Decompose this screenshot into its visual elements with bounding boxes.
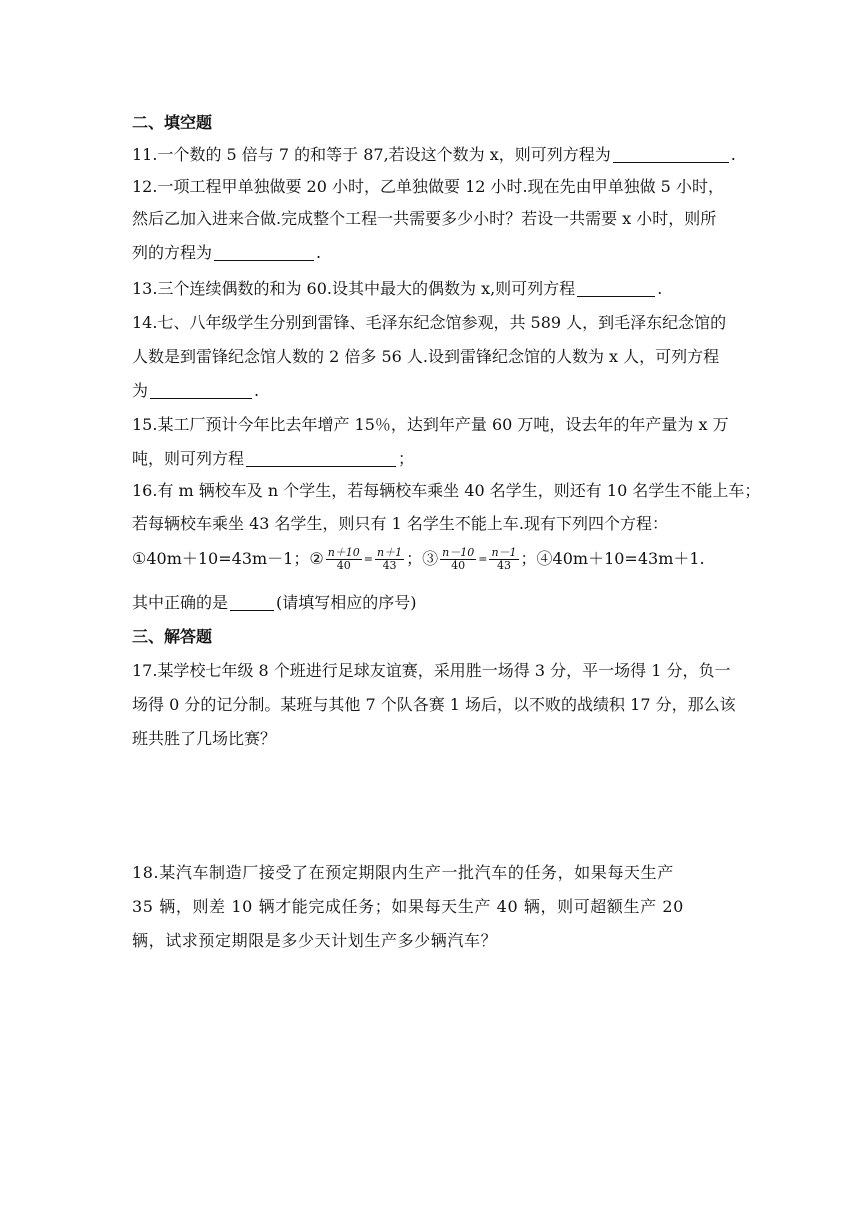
q16-options bbox=[132, 546, 772, 573]
q11-text: 11.一个数的 5 倍与 7 的和等于 87,若设这个数为 x，则可列方程为 bbox=[132, 145, 611, 164]
q14-line-2: 人数是到雷锋纪念馆人数的 2 倍多 56 人.设到雷锋纪念馆的人数为 x 人，可列方程 bbox=[132, 347, 720, 366]
equals-sign: = bbox=[478, 552, 488, 566]
q14-end: . bbox=[254, 381, 260, 400]
answer-blank[interactable] bbox=[577, 280, 655, 297]
q15-line-1: 15.某工厂预计今年比去年增产 15％，达到年产量 60 万吨，设去年的年产量为 x 万 bbox=[132, 415, 729, 434]
q16-line-2: 若每辆校车乘坐 43 名学生，则只有 1 名学生不能上车.现有下列四个方程： bbox=[132, 514, 668, 533]
option-4: ；④40m＋10=43m＋1. bbox=[520, 549, 705, 568]
question-15-answer-line bbox=[132, 449, 772, 469]
q15-line-2: 吨，则可列方程 bbox=[132, 449, 245, 468]
answer-blank[interactable] bbox=[613, 146, 729, 163]
answer-blank[interactable] bbox=[246, 450, 396, 467]
equals-sign: = bbox=[363, 552, 374, 566]
q17-line-1: 17.某学校七年级 8 个班进行足球友谊赛，采用胜一场得 3 分，平一场得 1 分，负一 bbox=[132, 661, 731, 680]
fraction-n-plus-10-over-40: $\frac{n+10}{40}$ bbox=[327, 546, 360, 572]
question-13 bbox=[132, 279, 772, 299]
q15-end: ； bbox=[398, 449, 415, 468]
q18-line-2: 35 辆，则差 10 辆才能完成任务；如果每天生产 40 辆，则可超额生产 20 bbox=[132, 897, 684, 916]
q12-line-3: 列的方程为 bbox=[132, 243, 213, 262]
answer-blank[interactable] bbox=[230, 594, 274, 611]
q14-line-1: 14.七、八年级学生分别到雷锋、毛泽东纪念馆参观，共 589 人，到毛泽东纪念馆的 bbox=[132, 313, 727, 332]
q18-line-3: 辆，试求预定期限是多少天计划生产多少辆汽车？ bbox=[132, 931, 498, 950]
q12-line-1: 12.一项工程甲单独做要 20 小时，乙单独做要 12 小时.现在先由甲单独做 5 小时， bbox=[132, 177, 724, 196]
q13-end: . bbox=[657, 279, 663, 298]
q16-line-4a: 其中正确的是 bbox=[132, 593, 229, 612]
q17-line-2: 场得 0 分的记分制。某班与其他 7 个队各赛 1 场后，以不败的战绩积 17 分，那么该 bbox=[132, 695, 736, 714]
answer-blank[interactable] bbox=[150, 382, 252, 399]
q16-line-4b: (请填写相应的序号) bbox=[276, 593, 417, 612]
q13-text: 13.三个连续偶数的和为 60.设其中最大的偶数为 x,则可列方程 bbox=[132, 279, 576, 298]
q14-line-3: 为 bbox=[132, 381, 149, 400]
option-3-separator: ；③ bbox=[406, 549, 439, 568]
fraction-n-minus-1-over-43: $\frac{n-1}{43}$ bbox=[491, 546, 517, 572]
section-heading-fill-in: 二、填空题 bbox=[132, 113, 213, 132]
fraction-n-plus-1-over-43: $\frac{n+1}{43}$ bbox=[377, 546, 403, 572]
answer-blank[interactable] bbox=[214, 244, 314, 261]
q16-line-1: 16.有 m 辆校车及 n 个学生，若每辆校车乘坐 40 名学生，则还有 10 名学生不能上车； bbox=[132, 481, 761, 500]
fraction-n-minus-10-over-40: $\frac{n-10}{40}$ bbox=[442, 546, 475, 572]
section-heading-solve: 三、解答题 bbox=[132, 627, 213, 646]
option-1: ①40m＋10=43m－1；② bbox=[132, 549, 324, 568]
q18-line-1: 18.某汽车制造厂接受了在预定期限内生产一批汽车的任务，如果每天生产 bbox=[132, 863, 674, 882]
q17-line-3: 班共胜了几场比赛？ bbox=[132, 729, 277, 748]
question-11 bbox=[132, 145, 772, 165]
question-16-answer-line bbox=[132, 593, 772, 613]
question-12-answer-line bbox=[132, 243, 772, 263]
q12-line-2: 然后乙加入进来合做.完成整个工程一共需要多少小时？若设一共需要 x 小时，则所 bbox=[132, 209, 717, 228]
q12-end: . bbox=[316, 243, 322, 262]
q11-end: . bbox=[730, 145, 736, 164]
question-14-answer-line bbox=[132, 381, 772, 401]
